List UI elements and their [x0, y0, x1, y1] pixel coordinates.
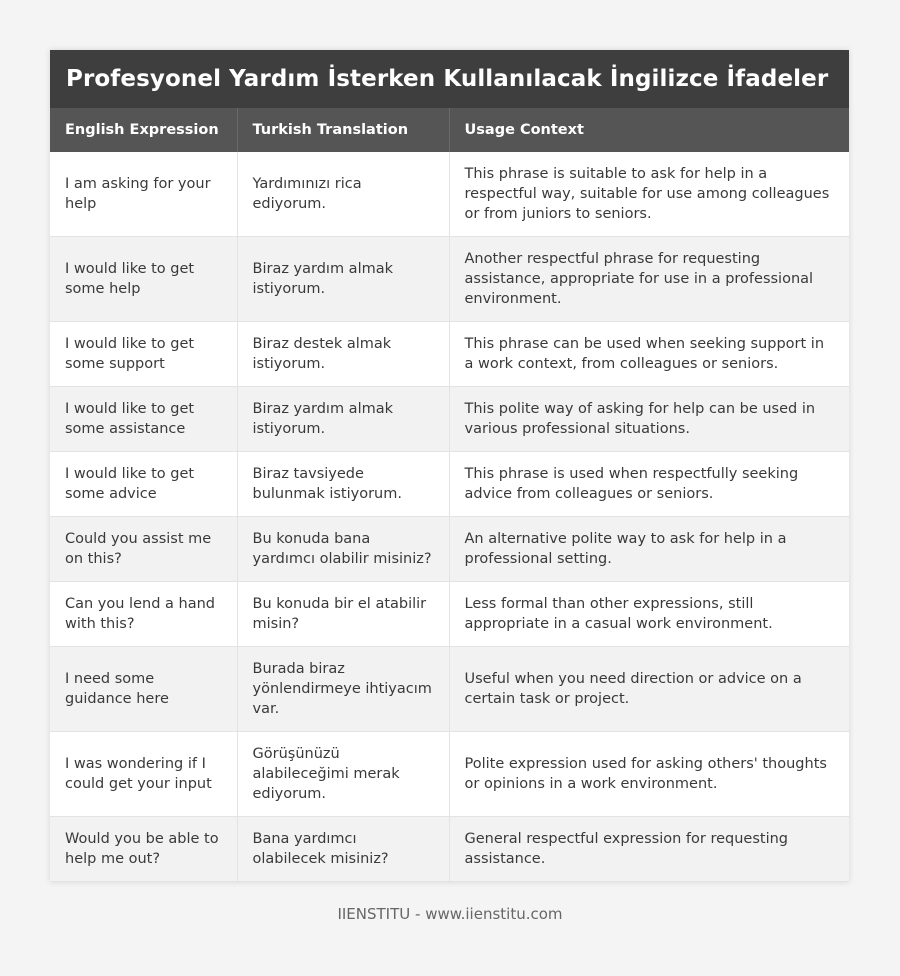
table-row — [50, 732, 849, 817]
english-expression-cell: I would like to get some assistance — [50, 387, 237, 452]
footer-credit: IIENSTITU - www.iienstitu.com — [337, 905, 563, 923]
turkish-translation-cell: Biraz destek almak istiyorum. — [237, 322, 449, 387]
turkish-translation-cell: Biraz yardım almak istiyorum. — [237, 237, 449, 322]
usage-context-cell: Less formal than other expressions, still appropriate in a casual work environment. — [449, 582, 849, 647]
english-expression-cell: I was wondering if I could get your input — [50, 732, 237, 817]
table-row — [50, 582, 849, 647]
english-expression-cell: I need some guidance here — [50, 647, 237, 732]
expressions-card — [50, 50, 849, 882]
usage-context-cell: This phrase can be used when seeking support in a work context, from colleagues or seniors. — [449, 322, 849, 387]
usage-context-cell: This phrase is used when respectfully seeking advice from colleagues or seniors. — [449, 452, 849, 517]
table-header-row — [50, 108, 849, 152]
turkish-translation-cell: Bu konuda bir el atabilir misin? — [237, 582, 449, 647]
page-title: Profesyonel Yardım İsterken Kullanılacak İngilizce İfadeler — [50, 50, 849, 108]
table-row — [50, 817, 849, 882]
turkish-translation-cell: Biraz tavsiyede bulunmak istiyorum. — [237, 452, 449, 517]
turkish-translation-cell: Burada biraz yönlendirmeye ihtiyacım var. — [237, 647, 449, 732]
english-expression-cell: Could you assist me on this? — [50, 517, 237, 582]
expressions-table — [50, 108, 849, 882]
english-expression-cell: I would like to get some advice — [50, 452, 237, 517]
usage-context-cell: An alternative polite way to ask for help in a professional setting. — [449, 517, 849, 582]
usage-context-cell: Another respectful phrase for requesting assistance, appropriate for use in a professional environment. — [449, 237, 849, 322]
column-header-turkish: Turkish Translation — [237, 108, 449, 152]
english-expression-cell: I would like to get some support — [50, 322, 237, 387]
usage-context-cell: General respectful expression for requesting assistance. — [449, 817, 849, 882]
english-expression-cell: I am asking for your help — [50, 152, 237, 237]
turkish-translation-cell: Bu konuda bana yardımcı olabilir misiniz? — [237, 517, 449, 582]
column-header-usage: Usage Context — [449, 108, 849, 152]
turkish-translation-cell: Biraz yardım almak istiyorum. — [237, 387, 449, 452]
usage-context-cell: This phrase is suitable to ask for help in a respectful way, suitable for use among colleagues or from juniors to seniors. — [449, 152, 849, 237]
table-row — [50, 237, 849, 322]
table-row — [50, 647, 849, 732]
turkish-translation-cell: Yardımınızı rica ediyorum. — [237, 152, 449, 237]
english-expression-cell: I would like to get some help — [50, 237, 237, 322]
table-row — [50, 517, 849, 582]
table-row — [50, 452, 849, 517]
usage-context-cell: Useful when you need direction or advice on a certain task or project. — [449, 647, 849, 732]
table-row — [50, 387, 849, 452]
english-expression-cell: Would you be able to help me out? — [50, 817, 237, 882]
column-header-english: English Expression — [50, 108, 237, 152]
turkish-translation-cell: Bana yardımcı olabilecek misiniz? — [237, 817, 449, 882]
usage-context-cell: This polite way of asking for help can be used in various professional situations. — [449, 387, 849, 452]
usage-context-cell: Polite expression used for asking others' thoughts or opinions in a work environment. — [449, 732, 849, 817]
turkish-translation-cell: Görüşünüzü alabileceğimi merak ediyorum. — [237, 732, 449, 817]
table-row — [50, 322, 849, 387]
english-expression-cell: Can you lend a hand with this? — [50, 582, 237, 647]
table-row — [50, 152, 849, 237]
